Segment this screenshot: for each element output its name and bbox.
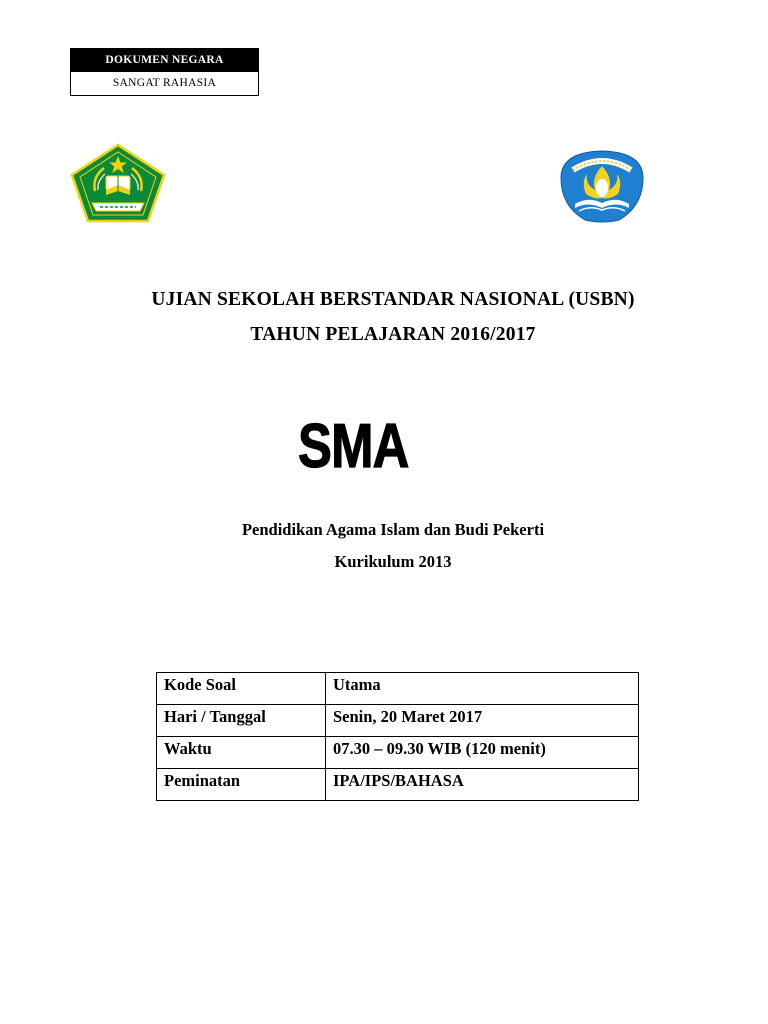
tut-wuri-handayani-emblem-icon bbox=[555, 148, 649, 224]
classification-box bbox=[70, 48, 259, 96]
info-value: IPA/IPS/BAHASA bbox=[326, 769, 639, 801]
kemenag-emblem-icon bbox=[70, 143, 166, 223]
info-value: Senin, 20 Maret 2017 bbox=[326, 705, 639, 737]
info-label: Hari / Tanggal bbox=[157, 705, 326, 737]
exam-title: UJIAN SEKOLAH BERSTANDAR NASIONAL (USBN) bbox=[151, 289, 635, 310]
info-label: Peminatan bbox=[157, 769, 326, 801]
info-label: Kode Soal bbox=[157, 673, 326, 705]
table-row bbox=[157, 705, 639, 737]
classification-secrecy-level: SANGAT RAHASIA bbox=[71, 72, 258, 95]
classification-document-type: DOKUMEN NEGARA bbox=[71, 49, 258, 72]
subject-name: Pendidikan Agama Islam dan Budi Pekerti bbox=[241, 520, 545, 539]
table-row bbox=[157, 673, 639, 705]
info-value: 07.30 – 09.30 WIB (120 menit) bbox=[326, 737, 639, 769]
school-level-heading: SMA bbox=[298, 412, 409, 481]
academic-year: TAHUN PELAJARAN 2016/2017 bbox=[250, 324, 536, 345]
table-row bbox=[157, 769, 639, 801]
info-label: Waktu bbox=[157, 737, 326, 769]
curriculum-label: Kurikulum 2013 bbox=[334, 552, 452, 571]
table-row bbox=[157, 737, 639, 769]
info-value: Utama bbox=[326, 673, 639, 705]
exam-info-table bbox=[156, 672, 639, 801]
